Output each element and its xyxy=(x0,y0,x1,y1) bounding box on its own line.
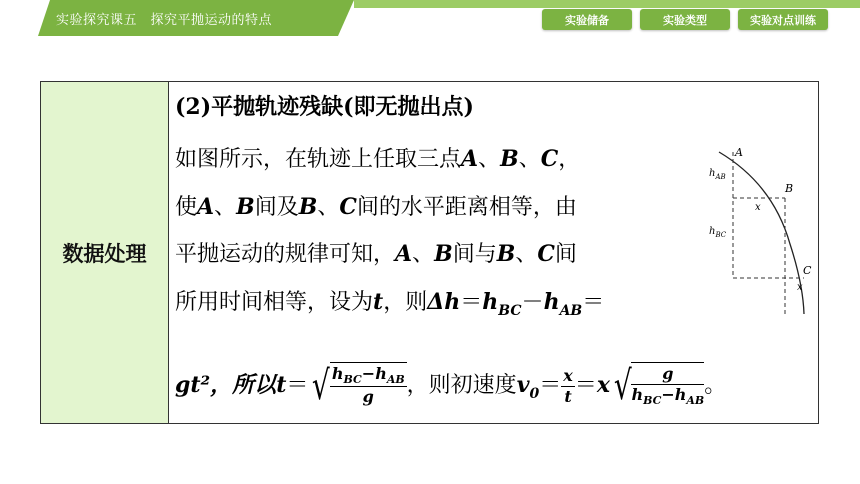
point-c-label: C xyxy=(803,264,812,277)
h-ab-label: $h_{AB}$ xyxy=(709,168,726,181)
text-line-3: 使A、B间及B、C间的水平距离相等，由 xyxy=(175,194,577,220)
sqrt-expression-2: √ $\frac{g}{h_{BC}-h_{AB}}$ xyxy=(613,363,705,409)
point-b-label: B xyxy=(785,182,794,195)
tab-experiment-practice[interactable]: 实验对点训练 xyxy=(738,9,828,30)
sqrt-expression-1: √ $\frac{h_{BC}-h_{AB}}{g}$ xyxy=(312,363,405,409)
row-label: 数据处理 xyxy=(62,241,147,266)
trajectory-svg xyxy=(705,144,815,324)
content-cell xyxy=(169,82,819,423)
text-line-5: 所用时间相等，设为t，则$\Delta h=h_{BC}-h_{AB}=$ xyxy=(175,289,605,319)
row-label-cell xyxy=(41,82,169,423)
x-label-1: x xyxy=(755,202,761,213)
formula-line: gt²，所以t＝ √ $\frac{h_{BC}-h_{AB}}{g}$ ，则初速度$v_0=$ $\frac{x}{t}$ ＝x √ $\frac{g}{h_{BC}-h_{AB}}$ 。 xyxy=(175,363,727,409)
header-band xyxy=(354,0,860,8)
tab-experiment-prep[interactable]: 实验储备 xyxy=(542,9,632,30)
lesson-title: 实验探究课五 探究平抛运动的特点 xyxy=(56,13,273,28)
header-bar xyxy=(0,0,860,36)
section-heading: (2)平抛轨迹残缺(即无抛出点) xyxy=(175,94,474,120)
fraction-x-over-t: $\frac{x}{t}$ xyxy=(563,365,573,406)
trajectory-curve xyxy=(719,152,804,314)
point-a-label: A xyxy=(735,146,743,159)
tab-experiment-types[interactable]: 实验类型 xyxy=(640,9,730,30)
h-bc-label: $h_{BC}$ xyxy=(709,226,727,239)
text-line-2: 如图所示，在轨迹上任取三点A、B、C， xyxy=(175,146,581,172)
content-table xyxy=(40,81,819,424)
x-label-2: x xyxy=(797,282,803,293)
text-line-4: 平抛运动的规律可知，A、B间与B、C间 xyxy=(175,241,577,267)
trajectory-diagram xyxy=(705,144,815,324)
